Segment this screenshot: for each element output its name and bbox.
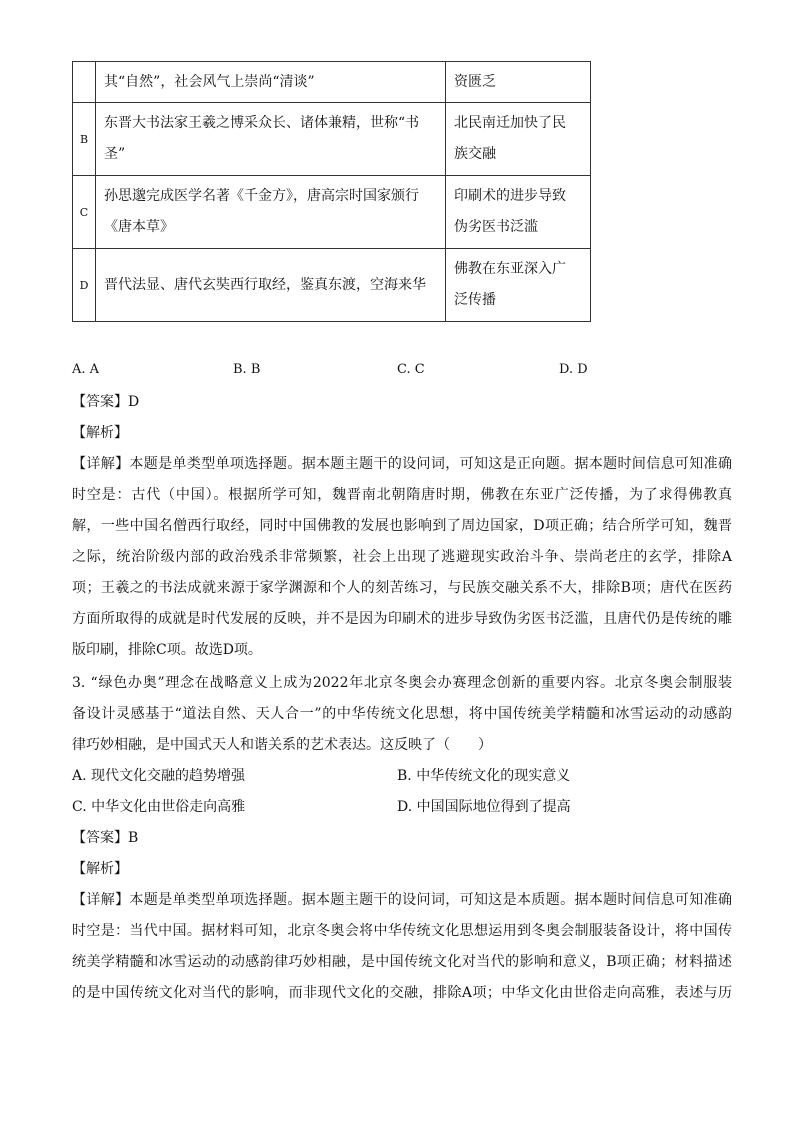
q3-detail-line: 时空是：当代中国。据材料可知，北京冬奥会将中华传统文化思想运用到冬奥会制服装备设计，将中国传 bbox=[72, 923, 732, 939]
q2-detail-line: 【详解】本题是单类型单项选择题。据本题主题干的设问词，可知这是正向题。据本题时间信息可知准确 bbox=[72, 456, 732, 472]
q3-stem-line: 备设计灵感基于“道法自然、天人合一”的中华传统文化思想，将中国传统美学精髓和冰雪运动的动感韵 bbox=[72, 706, 732, 722]
q3-detail-line: 的是中国传统文化对当代的影响，而非现代文化的交融，排除A项；中华文化由世俗走向高雅，表述与历 bbox=[72, 985, 732, 1001]
row-label bbox=[73, 62, 96, 103]
row-content: 晋代法显、唐代玄奘西行取经，鉴真东渡，空海来华 bbox=[96, 249, 446, 322]
row-label: C bbox=[73, 176, 96, 249]
q2-analysis-label: 【解析】 bbox=[72, 425, 128, 441]
row-content: 其“自然”，社会风气上崇尚“清谈” bbox=[96, 62, 446, 103]
q2-detail-line: 之际，统治阶级内部的政治残杀非常频繁，社会上出现了逃避现实政治斗争、崇尚老庄的玄学，排除A bbox=[72, 549, 732, 565]
row-note: 佛教在东亚深入广 泛传播 bbox=[446, 249, 591, 322]
q2-detail-line: 解，一些中国名僧西行取经，同时中国佛教的发展也影响到了周边国家，D项正确；结合所学可知，魏晋 bbox=[72, 518, 732, 534]
q3-detail-line: 【详解】本题是单类型单项选择题。据本题主题干的设问词，可知这是本质题。据本题时间信息可知准确 bbox=[72, 892, 732, 908]
q2-detail-line: 方面所取得的成就是时代发展的反映，并不是因为印刷术的进步导致伪劣医书泛滥，且唐代仍是传统的雕 bbox=[72, 611, 732, 627]
q2-option-b[interactable]: B. B bbox=[233, 362, 261, 377]
row-note: 资匮乏 bbox=[446, 62, 591, 103]
q3-option-d[interactable]: D. 中国国际地位得到了提高 bbox=[397, 799, 571, 815]
q3-detail-line: 统美学精髓和冰雪运动的动感韵律巧妙相融，是中国传统文化对当代的影响和意义，B项正确；材料描述 bbox=[72, 954, 732, 970]
q3-stem-line: 3. “绿色办奥”理念在战略意义上成为2022年北京冬奥会办赛理念创新的重要内容。北京冬奥会制服装 bbox=[72, 675, 732, 691]
q2-answer: 【答案】D bbox=[72, 394, 140, 410]
q3-option-b[interactable]: B. 中华传统文化的现实意义 bbox=[397, 768, 571, 784]
q2-option-c[interactable]: C. C bbox=[397, 362, 425, 377]
table-row bbox=[73, 249, 591, 322]
table-row bbox=[73, 62, 591, 103]
q3-option-a[interactable]: A. 现代文化交融的趋势增强 bbox=[72, 768, 246, 784]
row-label: B bbox=[73, 103, 96, 176]
table-row bbox=[73, 103, 591, 176]
row-note: 印刷术的进步导致 伪劣医书泛滥 bbox=[446, 176, 591, 249]
q2-option-d[interactable]: D. D bbox=[559, 362, 588, 377]
q2-detail-line: 时空是：古代（中国）。根据所学可知，魏晋南北朝隋唐时期，佛教在东亚广泛传播，为了求得佛教真 bbox=[72, 487, 732, 503]
q2-detail-line: 项；王羲之的书法成就来源于家学渊源和个人的刻苦练习，与民族交融关系不大，排除B项；唐代在医药 bbox=[72, 580, 732, 596]
q2-detail-line: 版印刷，排除C项。故选D项。 bbox=[72, 642, 262, 658]
q3-analysis-label: 【解析】 bbox=[72, 861, 128, 877]
q2-option-a[interactable]: A. A bbox=[72, 362, 100, 377]
row-content: 孙思邈完成医学名著《千金方》，唐高宗时国家颁行 《唐本草》 bbox=[96, 176, 446, 249]
q3-stem-line: 律巧妙相融，是中国式天人和谐关系的艺术表达。这反映了（ ） bbox=[72, 737, 492, 753]
row-note: 北民南迁加快了民 族交融 bbox=[446, 103, 591, 176]
q3-option-c[interactable]: C. 中华文化由世俗走向高雅 bbox=[72, 799, 246, 815]
row-label: D bbox=[73, 249, 96, 322]
options-table bbox=[72, 61, 591, 322]
q3-answer: 【答案】B bbox=[72, 830, 139, 846]
table-row bbox=[73, 176, 591, 249]
row-content: 东晋大书法家王羲之博采众长、诸体兼精，世称“书 圣” bbox=[96, 103, 446, 176]
